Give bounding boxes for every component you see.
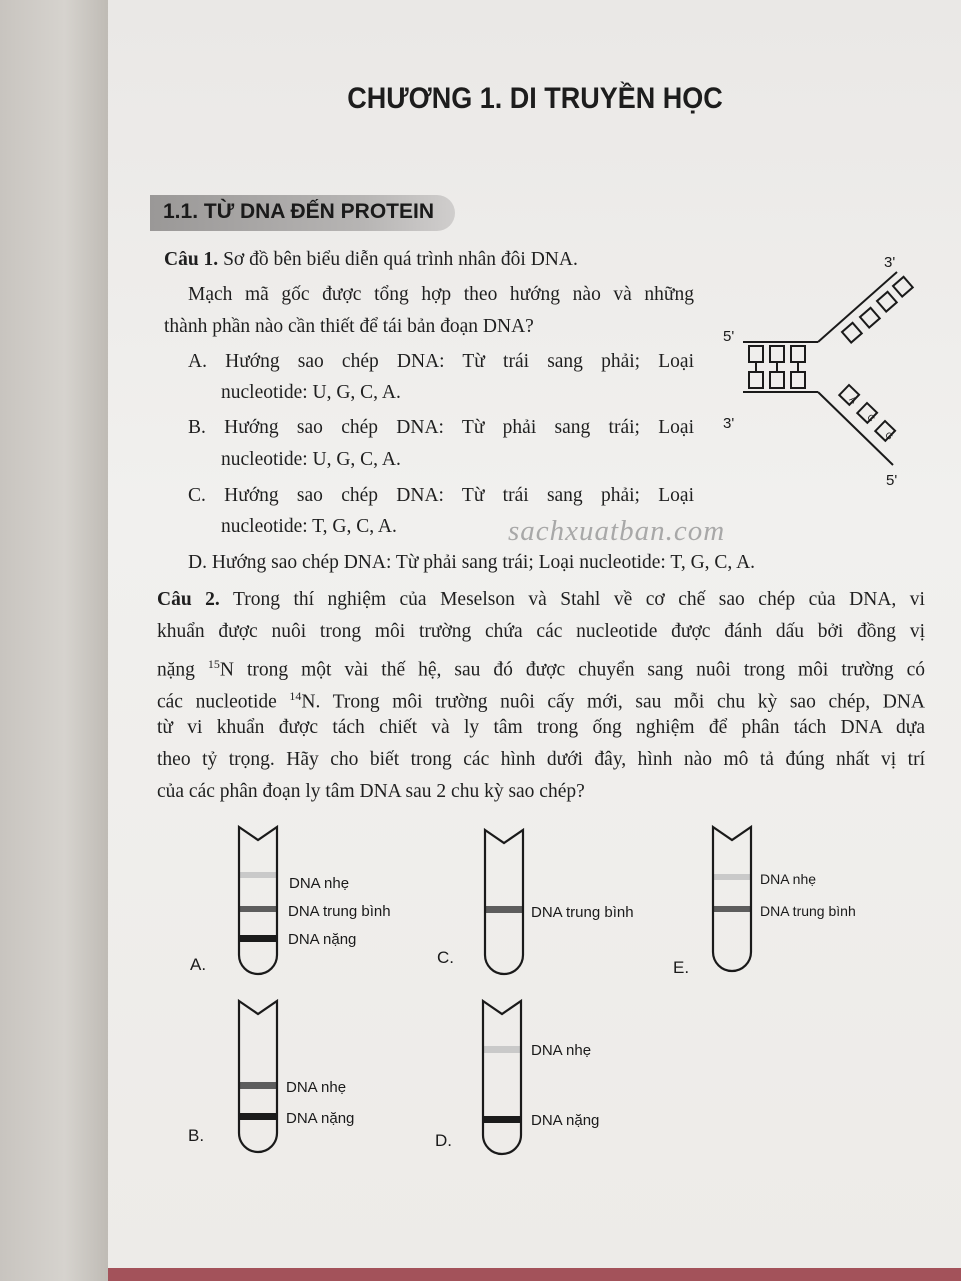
label-3-prime-top: 3' (884, 254, 896, 271)
test-tube-e (710, 822, 754, 974)
q1-prompt-line-2: thành phần nào cần thiết để tái bản đoạn DNA? (164, 316, 534, 337)
nucleotide-label-3: G (883, 429, 896, 442)
replication-fork-diagram (715, 245, 925, 495)
section-title: 1.1. TỪ DNA ĐẾN PROTEIN (163, 200, 435, 223)
q1-intro-line (164, 244, 578, 276)
base-pair-3-top (791, 346, 805, 362)
band-medium (713, 906, 751, 912)
tube-a-letter: A. (190, 955, 207, 974)
band-heavy (239, 1113, 277, 1120)
band-light (239, 1082, 277, 1089)
tube-b-heavy-label: DNA nặng (286, 1110, 355, 1127)
tube-e-letter: E. (673, 958, 690, 977)
facing-page-shadow (0, 0, 108, 1281)
test-tube-b (236, 996, 280, 1156)
upper-base-2 (860, 308, 880, 328)
base-pair-2-bottom (770, 372, 784, 388)
chapter-title: CHƯƠNG 1. DI TRUYỀN HỌC (347, 82, 723, 115)
label-3-prime-left: 3' (723, 415, 735, 432)
band-light (239, 872, 277, 878)
q1-option-c-line-1: C. Hướng sao chép DNA: Từ trái sang phải; Loại (188, 485, 694, 506)
band-medium (485, 906, 523, 913)
tube-d-letter: D. (435, 1131, 452, 1150)
tube-c-letter: C. (437, 948, 454, 967)
band-heavy (483, 1116, 521, 1123)
band-heavy (239, 935, 277, 942)
test-tube-a (236, 822, 280, 978)
nucleotide-label-2: C (865, 411, 877, 424)
upper-base-3 (877, 292, 897, 312)
tube-b-letter: B. (188, 1126, 205, 1145)
band-light (713, 874, 751, 880)
page-bottom-edge (108, 1268, 961, 1281)
watermark: sachxuatban.com (508, 515, 726, 547)
label-5-prime-bottom: 5' (886, 472, 898, 489)
label-5-prime-left: 5' (723, 328, 735, 345)
q1-label: Câu 1. (164, 249, 219, 270)
q1-option-d: D. Hướng sao chép DNA: Từ phải sang trái; Loại nucleotide: T, G, C, A. (188, 552, 756, 573)
tube-e-medium-label: DNA trung bình (760, 903, 856, 919)
upper-template-strand (818, 272, 897, 342)
q2-line-2: khuẩn được nuôi trong môi trường chứa các nucleotide được đánh dấu bởi đồng vị (157, 621, 925, 642)
tube-d-heavy-label: DNA nặng (531, 1112, 600, 1129)
nucleotide-label-1: A (847, 394, 859, 406)
q2-line-6: theo tỷ trọng. Hãy cho biết trong các hình dưới đây, hình nào mô tả đúng nhất vị trí (157, 749, 925, 770)
test-tube-d (480, 996, 524, 1160)
base-pair-1-bottom (749, 372, 763, 388)
tube-d-light-label: DNA nhẹ (531, 1042, 592, 1059)
tube-e-light-label: DNA nhẹ (760, 871, 817, 887)
q1-prompt-line-1: Mạch mã gốc được tổng hợp theo hướng nào và những (188, 284, 694, 305)
base-pair-3-bottom (791, 372, 805, 388)
band-medium (239, 906, 277, 912)
band-light (483, 1046, 521, 1053)
upper-base-1 (842, 323, 862, 343)
lower-template-strand (818, 392, 896, 465)
test-tube-c (482, 825, 526, 977)
q2-label: Câu 2. (157, 589, 220, 610)
tube-a-light-label: DNA nhẹ (289, 875, 350, 892)
tube-b-light-label: DNA nhẹ (286, 1079, 347, 1096)
q1-option-c-line-2: nucleotide: T, G, C, A. (221, 516, 397, 537)
q1-option-b-line-2: nucleotide: U, G, C, A. (221, 449, 401, 470)
tube-a-heavy-label: DNA nặng (288, 931, 357, 948)
base-pair-1-top (749, 346, 763, 362)
q1-option-b-line-1: B. Hướng sao chép DNA: Từ phải sang trái; Loại (188, 417, 694, 438)
q2-line-4: các nucleotide $^{14}$N. Trong môi trường nuôi cấy mới, sau mỗi chu kỳ sao chép, DNA (157, 689, 925, 713)
base-pair-2-top (770, 346, 784, 362)
q2-line-3: nặng $^{15}$N trong một vài thế hệ, sau đó được chuyển sang nuôi trong môi trường có (157, 657, 926, 681)
q2-line-5: từ vi khuẩn được tách chiết và ly tâm trong ống nghiệm để phân tách DNA dựa (157, 717, 925, 738)
tube-c-medium-label: DNA trung bình (531, 904, 634, 921)
q1-option-a-line-2: nucleotide: U, G, C, A. (221, 382, 401, 403)
q1-intro: Sơ đồ bên biểu diễn quá trình nhân đôi DNA. (223, 249, 578, 270)
q1-option-a-line-1: A. Hướng sao chép DNA: Từ trái sang phải; Loại (188, 351, 694, 372)
upper-base-4 (893, 277, 913, 297)
q2-line-7: của các phân đoạn ly tâm DNA sau 2 chu kỳ sao chép? (157, 781, 585, 802)
tube-a-medium-label: DNA trung bình (288, 903, 391, 920)
q2-line-1: Câu 2. Trong thí nghiệm của Meselson và Stahl về cơ chế sao chép của DNA, vi (157, 589, 925, 610)
